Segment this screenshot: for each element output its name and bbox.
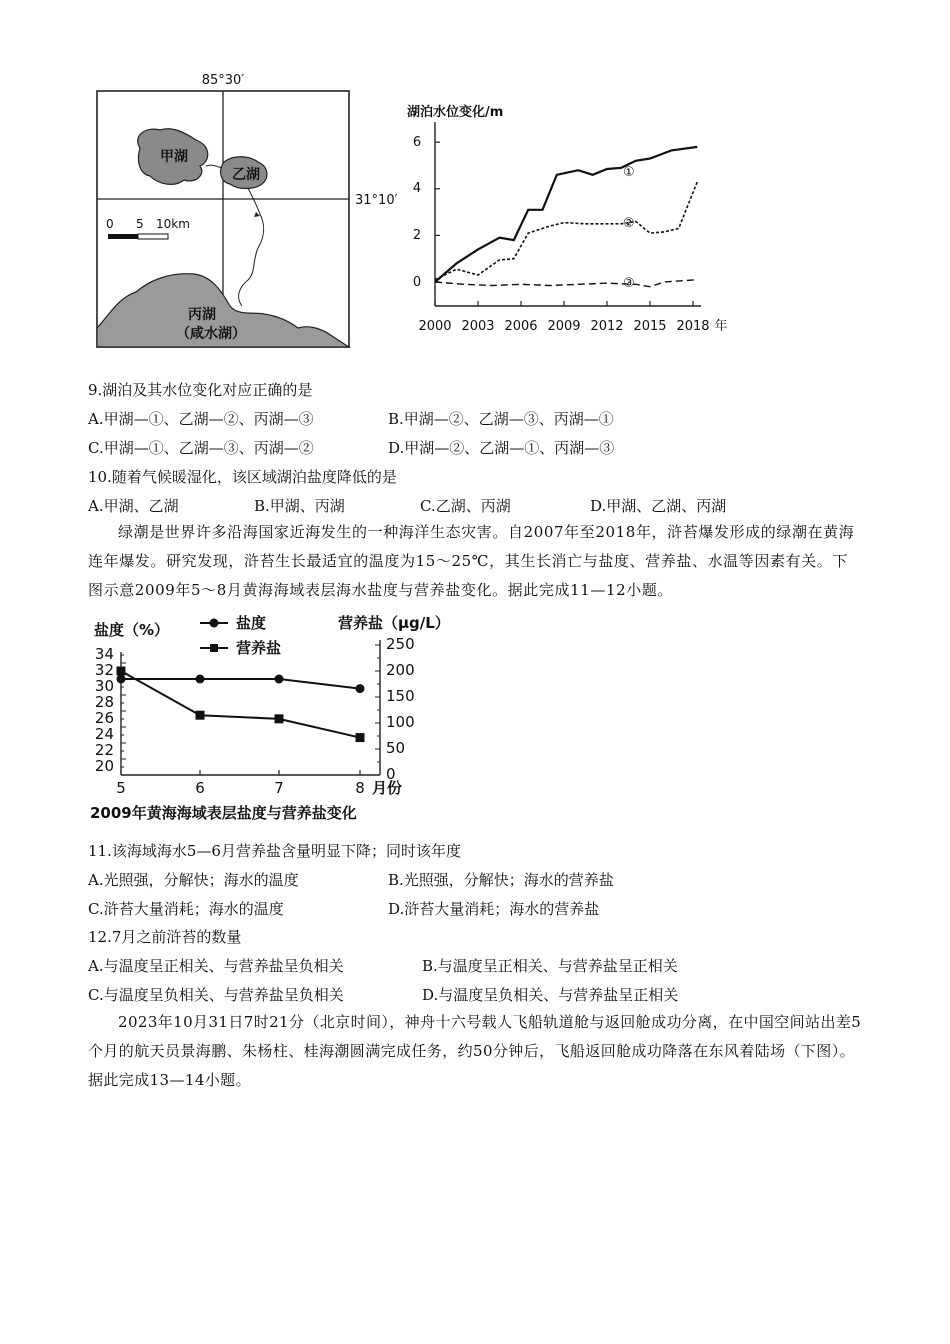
salinity-point bbox=[117, 675, 126, 684]
y-tick-label: 2 bbox=[412, 228, 422, 243]
q12-option-d[interactable]: D.与温度呈负相关、与营养盐呈正相关 bbox=[422, 986, 679, 1004]
q9-option-c[interactable]: C.甲湖—①、乙湖—③、丙湖—② bbox=[88, 439, 314, 457]
nutrient-point bbox=[196, 711, 205, 720]
left-tick: 28 bbox=[94, 693, 114, 711]
q11-option-c[interactable]: C.浒苔大量消耗；海水的温度 bbox=[88, 900, 284, 918]
q12-option-c[interactable]: C.与温度呈负相关、与营养盐呈负相关 bbox=[88, 986, 344, 1004]
left-tick: 34 bbox=[94, 645, 114, 663]
legend-salinity-marker bbox=[210, 619, 219, 628]
right-axis-title: 营养盐（μg/L） bbox=[338, 614, 450, 632]
nutrient-point bbox=[117, 667, 126, 676]
passage-green-tide: 绿潮是世界许多沿海国家近海发生的一种海洋生态灾害。自2007年至2018年，浒苔爆发形成的绿潮在黄海连年爆发。研究发现，浒苔生长最适宜的温度为15～25℃，其生长消亡与盐度、营养盐、水温等因素有关。下图示意2009年5～8月黄海海域表层海水盐度与营养盐变化。据此完成11—12小题。 bbox=[88, 523, 855, 599]
q12-stem: 12.7月之前浒苔的数量 bbox=[88, 928, 242, 946]
x-tick: 5 bbox=[116, 779, 126, 797]
x-tick-label: 2009 bbox=[547, 319, 581, 334]
q10-option-b[interactable]: B.甲湖、丙湖 bbox=[254, 497, 345, 515]
x-tick-label: 2003 bbox=[461, 319, 495, 334]
q11-option-d[interactable]: D.浒苔大量消耗；海水的营养盐 bbox=[388, 900, 600, 918]
y-tick-label: 0 bbox=[412, 275, 422, 290]
longitude-label: 85°30′ bbox=[201, 73, 245, 88]
right-tick: 250 bbox=[386, 635, 415, 653]
scale-label-5: 5 bbox=[136, 217, 144, 231]
right-tick: 100 bbox=[386, 713, 415, 731]
left-tick: 22 bbox=[94, 741, 114, 759]
nutrient-point bbox=[356, 733, 365, 742]
q9-option-d[interactable]: D.甲湖—②、乙湖—①、丙湖—③ bbox=[388, 439, 615, 457]
x-tick-label: 2012 bbox=[590, 319, 624, 334]
nutrient-line bbox=[121, 671, 360, 738]
left-tick: 32 bbox=[94, 661, 114, 679]
y-tick-label: 6 bbox=[412, 135, 422, 150]
x-tick-label: 2000 bbox=[418, 319, 452, 334]
lake-bing-label: 丙湖 bbox=[188, 307, 216, 323]
series-label-2: ② bbox=[623, 216, 635, 231]
scale-label-10: 10km bbox=[156, 217, 190, 231]
salinity-point bbox=[275, 675, 284, 684]
series-line-3 bbox=[435, 280, 697, 287]
series-line-2 bbox=[435, 182, 697, 280]
left-tick: 20 bbox=[94, 757, 114, 775]
river-jia-yi bbox=[206, 165, 222, 168]
nutrient-point bbox=[275, 714, 284, 723]
salinity-point bbox=[356, 684, 365, 693]
left-tick: 30 bbox=[94, 677, 114, 695]
q11-option-b[interactable]: B.光照强，分解快；海水的营养盐 bbox=[388, 871, 614, 889]
series-label-3: ③ bbox=[623, 276, 635, 291]
q11-option-a[interactable]: A.光照强，分解快；海水的温度 bbox=[88, 871, 299, 889]
scale-label-0: 0 bbox=[106, 217, 114, 231]
x-axis-label: 年 bbox=[714, 319, 728, 334]
x-tick-label: 2015 bbox=[633, 319, 667, 334]
lake-map bbox=[88, 66, 398, 356]
y-tick-label: 4 bbox=[412, 181, 422, 196]
q10-stem: 10.随着气候暖湿化，该区域湖泊盐度降低的是 bbox=[88, 468, 397, 486]
x-tick-label: 2018 bbox=[676, 319, 710, 334]
q12-option-a[interactable]: A.与温度呈正相关、与营养盐呈负相关 bbox=[88, 957, 344, 975]
x-tick: 6 bbox=[195, 779, 205, 797]
left-tick: 26 bbox=[94, 709, 114, 727]
legend-nutrient-label: 营养盐 bbox=[236, 639, 282, 657]
series-line-1 bbox=[435, 147, 697, 282]
lake-yi-label: 乙湖 bbox=[232, 167, 260, 183]
q9-option-a[interactable]: A.甲湖—①、乙湖—②、丙湖—③ bbox=[88, 410, 314, 428]
x-tick-label: 2006 bbox=[504, 319, 538, 334]
right-tick: 150 bbox=[386, 687, 415, 705]
x-axis-label: 月份 bbox=[372, 779, 403, 797]
passage-shenzhou: 2023年10月31日7时21分（北京时间），神舟十六号载人飞船轨道舱与返回舱成功分离，在中国空间站出差5个月的航天员景海鹏、朱杨柱、桂海潮圆满完成任务，约50分钟后，飞船返回舱成功降落在东风着陆场（下图）。据此完成13—14小题。 bbox=[88, 1013, 862, 1089]
left-axis-title: 盐度（%） bbox=[94, 621, 170, 639]
left-tick: 24 bbox=[94, 725, 114, 743]
scale-bar-empty bbox=[138, 234, 168, 239]
legend-nutrient-marker bbox=[210, 644, 218, 652]
q11-stem: 11.该海域海水5—6月营养盐含量明显下降；同时该年度 bbox=[88, 842, 461, 860]
x-tick: 7 bbox=[274, 779, 284, 797]
scale-bar-filled bbox=[108, 234, 138, 239]
q10-option-d[interactable]: D.甲湖、乙湖、丙湖 bbox=[590, 497, 727, 515]
latitude-label: 31°10′ bbox=[355, 193, 398, 208]
q12-option-b[interactable]: B.与温度呈正相关、与营养盐呈正相关 bbox=[422, 957, 678, 975]
series-label-1: ① bbox=[623, 165, 635, 180]
q10-option-c[interactable]: C.乙湖、丙湖 bbox=[420, 497, 511, 515]
salinity-line bbox=[121, 679, 360, 689]
right-tick: 50 bbox=[386, 739, 406, 757]
right-tick: 0 bbox=[386, 765, 396, 783]
q9-option-b[interactable]: B.甲湖—②、乙湖—③、丙湖—① bbox=[388, 410, 614, 428]
x-tick: 8 bbox=[355, 779, 365, 797]
lake-jia-label: 甲湖 bbox=[160, 149, 188, 165]
river-yi-bing bbox=[239, 188, 264, 306]
q10-option-a[interactable]: A.甲湖、乙湖 bbox=[88, 497, 179, 515]
water-level-chart bbox=[405, 96, 740, 346]
legend-salinity-label: 盐度 bbox=[236, 614, 267, 632]
right-tick: 200 bbox=[386, 661, 415, 679]
q9-stem: 9.湖泊及其水位变化对应正确的是 bbox=[88, 381, 313, 399]
chart-caption: 2009年黄海海域表层盐度与营养盐变化 bbox=[90, 804, 357, 822]
lake-bing-note: （咸水湖） bbox=[176, 326, 246, 342]
salinity-point bbox=[196, 675, 205, 684]
chart-title: 湖泊水位变化/m bbox=[407, 105, 504, 120]
salinity-nutrient-chart bbox=[88, 610, 473, 830]
